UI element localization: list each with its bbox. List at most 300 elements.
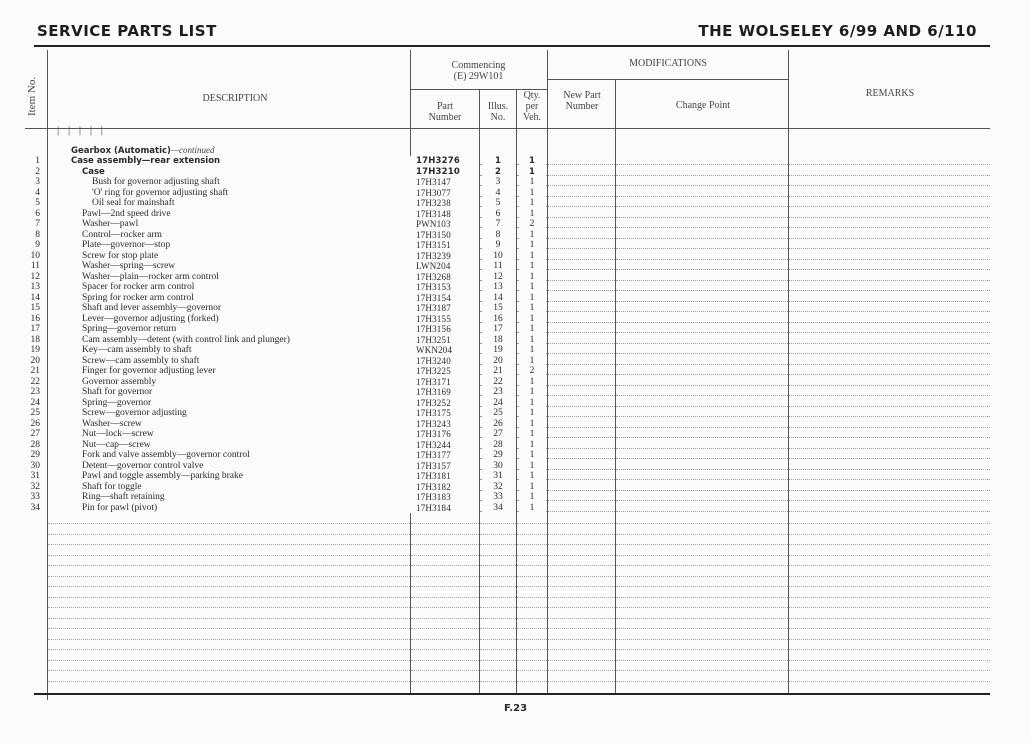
part-number: 17H3276 (416, 156, 478, 167)
blank-row-line (548, 565, 615, 566)
quantity: 1 (520, 177, 546, 188)
part-number: 17H3156 (416, 324, 478, 335)
dotted-leader (616, 500, 788, 501)
quantity: 1 (520, 324, 546, 335)
blank-row-line (48, 670, 410, 671)
qty-header: Qty. per Veh. (522, 90, 542, 123)
blank-row-line (48, 639, 410, 640)
blank-row-line (411, 681, 479, 682)
blank-row-line (548, 628, 615, 629)
table-row (0, 177, 1000, 188)
dotted-leader (548, 374, 615, 375)
blank-row-line (517, 586, 547, 587)
item-number: 8 (30, 230, 42, 241)
part-number: 17H3153 (416, 282, 478, 293)
blank-row-line (411, 565, 479, 566)
header-rule (34, 45, 990, 47)
dotted-leader (789, 175, 990, 176)
illus-number: 14 (482, 293, 516, 304)
part-description: Oil seal for mainshaft (92, 198, 434, 209)
illus-number: 1 (482, 156, 516, 167)
part-number: 17H3148 (416, 209, 478, 220)
part-number: 17H3238 (416, 198, 478, 209)
commencing-sub-header: (E) 29W101 (453, 71, 504, 82)
blank-row-line (616, 555, 788, 556)
quantity: 2 (520, 219, 546, 230)
blank-row-line (480, 544, 516, 545)
part-description: Pawl and toggle assembly—parking brake (82, 471, 424, 482)
illus-number: 30 (482, 461, 516, 472)
dotted-leader (548, 448, 615, 449)
blank-row-line (480, 576, 516, 577)
blank-row-line (548, 523, 615, 524)
part-number: 17H3251 (416, 335, 478, 346)
blank-row-line (517, 534, 547, 535)
part-description: Finger for governor adjusting lever (82, 366, 424, 377)
quantity: 1 (520, 492, 546, 503)
item-number: 28 (30, 439, 40, 450)
dotted-leader (789, 416, 990, 417)
blank-row-line (548, 586, 615, 587)
blank-row-line (411, 628, 479, 629)
part-description: Fork and valve assembly—governor control (82, 450, 424, 461)
illus-number: 33 (482, 492, 516, 503)
dotted-leader (616, 248, 788, 249)
dotted-leader (789, 185, 990, 186)
blank-row-line (789, 660, 990, 661)
modifications-header: MODIFICATIONS (629, 58, 707, 69)
blank-row-line (480, 670, 516, 671)
dotted-leader (789, 458, 990, 459)
item-number: 18 (30, 334, 40, 345)
dotted-leader (789, 248, 990, 249)
part-number: 17H3147 (416, 177, 478, 188)
table-row (0, 408, 1000, 419)
blank-row-line (480, 607, 516, 608)
blank-row-line (548, 639, 615, 640)
dotted-leader (616, 343, 788, 344)
blank-row-line (480, 628, 516, 629)
blank-row-line (411, 660, 479, 661)
blank-row-line (789, 639, 990, 640)
illus-number: 15 (482, 303, 516, 314)
part-number: 17H3169 (416, 387, 478, 398)
dotted-leader (616, 290, 788, 291)
blank-row-line (548, 534, 615, 535)
part-description: Washer—plain—rocker arm control (82, 272, 424, 283)
blank-row-line (411, 586, 479, 587)
section-title (71, 145, 214, 156)
header-bottom-rule (25, 128, 990, 129)
dotted-leader (616, 311, 788, 312)
dotted-leader (789, 227, 990, 228)
part-number: 17H3177 (416, 450, 478, 461)
dotted-leader (548, 427, 615, 428)
dotted-leader (548, 280, 615, 281)
table-row (0, 366, 1000, 377)
part-description: Ring—shaft retaining (82, 492, 424, 503)
dotted-leader (548, 227, 615, 228)
dotted-leader (548, 322, 615, 323)
blank-row-line (48, 607, 410, 608)
part-number: 17H3175 (416, 408, 478, 419)
part-description: Nut—lock—screw (82, 429, 424, 440)
quantity: 1 (520, 261, 546, 272)
item-number: 2 (30, 167, 42, 178)
illus-number: 12 (482, 272, 516, 283)
part-description: Lever—governor adjusting (forked) (82, 314, 424, 325)
dotted-leader (789, 448, 990, 449)
item-number: 5 (30, 198, 42, 209)
illus-number: 28 (482, 440, 516, 451)
quantity: 1 (520, 335, 546, 346)
quantity: 1 (520, 356, 546, 367)
quantity: 1 (520, 377, 546, 388)
dotted-leader (789, 469, 990, 470)
quantity: 1 (520, 450, 546, 461)
part-number: 17H3225 (416, 366, 478, 377)
dotted-leader (616, 427, 788, 428)
quantity: 1 (520, 461, 546, 472)
part-number: 17H3154 (416, 293, 478, 304)
dotted-leader (548, 353, 615, 354)
blank-row-line (789, 555, 990, 556)
blank-row-line (789, 597, 990, 598)
table-row (0, 387, 1000, 398)
blank-row-line (48, 649, 410, 650)
part-number: 17H3184 (416, 503, 478, 514)
quantity: 1 (520, 282, 546, 293)
item-number: 9 (30, 240, 42, 251)
blank-row-line (411, 618, 479, 619)
blank-row-line (517, 670, 547, 671)
illus-number: 22 (482, 377, 516, 388)
dotted-leader (789, 437, 990, 438)
table-row (0, 303, 1000, 314)
blank-row-line (48, 544, 410, 545)
dotted-leader (789, 353, 990, 354)
blank-row-line (616, 586, 788, 587)
blank-row-line (48, 534, 410, 535)
part-description: Shaft for toggle (82, 482, 424, 493)
quantity: 1 (520, 419, 546, 430)
dotted-leader (616, 206, 788, 207)
blank-row-line (48, 523, 410, 524)
part-description: 'O' ring for governor adjusting shaft (92, 188, 434, 199)
dotted-leader (616, 511, 788, 512)
table-row (0, 261, 1000, 272)
illus-number: 3 (482, 177, 516, 188)
dotted-leader (548, 185, 615, 186)
dotted-leader (548, 469, 615, 470)
dotted-leader (616, 458, 788, 459)
item-number: 12 (30, 271, 40, 282)
table-row (0, 156, 1000, 167)
blank-row-line (789, 534, 990, 535)
blank-row-line (789, 628, 990, 629)
dotted-leader (789, 196, 990, 197)
item-number: 3 (30, 177, 42, 188)
quantity: 1 (520, 251, 546, 262)
dotted-leader (616, 196, 788, 197)
table-row (0, 324, 1000, 335)
illus-number: 27 (482, 429, 516, 440)
blank-row-line (411, 534, 479, 535)
blank-row-line (411, 607, 479, 608)
blank-row-line (411, 670, 479, 671)
blank-row-line (48, 618, 410, 619)
illus-number: 5 (482, 198, 516, 209)
table-row (0, 398, 1000, 409)
blank-row-line (48, 597, 410, 598)
dotted-leader (548, 217, 615, 218)
dotted-leader (616, 185, 788, 186)
dotted-leader (789, 301, 990, 302)
blank-row-line (480, 534, 516, 535)
blank-row-line (616, 523, 788, 524)
dotted-leader (548, 175, 615, 176)
dotted-leader (616, 322, 788, 323)
item-number: 23 (30, 387, 40, 397)
part-number: 17H3171 (416, 377, 478, 388)
part-number: 17H3077 (416, 188, 478, 199)
blank-row-line (616, 597, 788, 598)
dotted-leader (548, 343, 615, 344)
part-description: Pawl—2nd speed drive (82, 209, 424, 220)
blank-row-line (616, 576, 788, 577)
part-description: Control—rocker arm (82, 230, 424, 241)
table-row (0, 167, 1000, 178)
dotted-leader (548, 385, 615, 386)
dotted-leader (548, 290, 615, 291)
part-description: Detent—governor control valve (82, 461, 424, 472)
part-number: 17H3182 (416, 482, 478, 493)
blank-row-line (517, 681, 547, 682)
illus-number: 13 (482, 282, 516, 293)
part-number: 17H3183 (416, 492, 478, 503)
dotted-leader (548, 437, 615, 438)
blank-row-line (616, 628, 788, 629)
illus-number: 34 (482, 503, 516, 514)
modifications-rule (548, 79, 788, 80)
blank-row-line (548, 544, 615, 545)
dotted-leader (789, 259, 990, 260)
item-number: 10 (30, 250, 40, 261)
footer-rule (34, 693, 990, 695)
table-row (0, 419, 1000, 430)
blank-row-line (480, 555, 516, 556)
dotted-leader (616, 227, 788, 228)
blank-row-line (789, 670, 990, 671)
blank-row-line (517, 555, 547, 556)
blank-row-line (548, 597, 615, 598)
item-number: 13 (30, 282, 40, 292)
dotted-leader (616, 395, 788, 396)
blank-row-line (480, 649, 516, 650)
quantity: 1 (520, 167, 546, 178)
dotted-leader (548, 511, 615, 512)
blank-row-line (789, 523, 990, 524)
item-number: 34 (30, 502, 40, 513)
dotted-leader (616, 301, 788, 302)
illus-number: 32 (482, 482, 516, 493)
item-number: 33 (30, 492, 40, 502)
blank-row-line (411, 639, 479, 640)
part-number-header: Part Number (428, 101, 462, 123)
dotted-leader (548, 364, 615, 365)
blank-row-line (480, 523, 516, 524)
part-description: Spacer for rocker arm control (82, 282, 424, 293)
illus-number: 18 (482, 335, 516, 346)
item-number: 21 (30, 366, 40, 376)
table-row (0, 377, 1000, 388)
quantity: 1 (520, 303, 546, 314)
table-row (0, 335, 1000, 346)
blank-row-line (789, 649, 990, 650)
part-description: Key—cam assembly to shaft (82, 345, 424, 356)
dotted-leader (616, 385, 788, 386)
dotted-leader (789, 269, 990, 270)
illus-number: 7 (482, 219, 516, 230)
illus-number: 10 (482, 251, 516, 262)
dotted-leader (548, 500, 615, 501)
table-row (0, 272, 1000, 283)
item-no-header: Item No. (26, 76, 38, 116)
illus-number: 31 (482, 471, 516, 482)
table-row (0, 429, 1000, 440)
item-number: 6 (30, 209, 42, 220)
quantity: 1 (520, 345, 546, 356)
table-row (0, 230, 1000, 241)
quantity: 1 (520, 503, 546, 514)
part-number: WKN204 (416, 345, 478, 356)
blank-row-line (480, 660, 516, 661)
dotted-leader (616, 437, 788, 438)
item-number: 14 (30, 292, 40, 303)
dotted-leader (789, 206, 990, 207)
blank-row-line (517, 565, 547, 566)
blank-row-line (517, 544, 547, 545)
illus-no-header: Illus. No. (487, 101, 509, 123)
blank-row-line (517, 649, 547, 650)
dotted-leader (548, 206, 615, 207)
blank-row-line (548, 555, 615, 556)
illus-number: 4 (482, 188, 516, 199)
item-number: 17 (30, 324, 40, 334)
part-description: Plate—governor—stop (82, 240, 424, 251)
blank-row-line (480, 681, 516, 682)
dotted-leader (616, 217, 788, 218)
blank-row-line (789, 618, 990, 619)
quantity: 1 (520, 188, 546, 199)
commencing-rule (411, 89, 547, 90)
quantity: 1 (520, 156, 546, 167)
table-row (0, 219, 1000, 230)
dotted-leader (789, 238, 990, 239)
table-row (0, 461, 1000, 472)
dotted-leader (789, 311, 990, 312)
dotted-leader (616, 469, 788, 470)
blank-row-line (411, 597, 479, 598)
dotted-leader (616, 280, 788, 281)
part-description: Spring—governor (82, 398, 424, 409)
table-row (0, 251, 1000, 262)
dotted-leader (616, 175, 788, 176)
dotted-leader (548, 269, 615, 270)
blank-row-line (548, 670, 615, 671)
illus-number: 2 (482, 167, 516, 178)
blank-row-line (616, 681, 788, 682)
item-number: 29 (30, 450, 40, 460)
part-number: 17H3181 (416, 471, 478, 482)
blank-row-line (480, 597, 516, 598)
blank-row-line (411, 576, 479, 577)
part-description: Governor assembly (82, 377, 424, 388)
dotted-leader (789, 322, 990, 323)
item-number: 15 (30, 303, 40, 313)
part-description: Nut—cap—screw (82, 440, 424, 451)
blank-row-line (48, 586, 410, 587)
page-header-right: THE WOLSELEY 6/99 AND 6/110 (698, 22, 977, 40)
part-description: Washer—screw (82, 419, 424, 430)
table-row (0, 314, 1000, 325)
part-description: Bush for governor adjusting shaft (92, 177, 434, 188)
dotted-leader (548, 406, 615, 407)
part-number: 17H3240 (416, 356, 478, 367)
table-row (0, 198, 1000, 209)
dotted-leader (789, 500, 990, 501)
illus-number: 29 (482, 450, 516, 461)
indent-marks: | | | | | (57, 124, 107, 136)
dotted-leader (548, 490, 615, 491)
description-header: DESCRIPTION (202, 93, 268, 104)
dotted-leader (616, 374, 788, 375)
blank-row-line (48, 576, 410, 577)
part-description: Case (82, 167, 424, 178)
illus-number: 23 (482, 387, 516, 398)
page-number: F.23 (503, 703, 528, 714)
dotted-leader (789, 217, 990, 218)
dotted-leader (789, 427, 990, 428)
table-row (0, 188, 1000, 199)
quantity: 1 (520, 230, 546, 241)
item-number: 7 (30, 219, 42, 230)
blank-row-line (480, 618, 516, 619)
blank-row-line (616, 565, 788, 566)
part-description: Shaft for governor (82, 387, 424, 398)
illus-number: 8 (482, 230, 516, 241)
quantity: 1 (520, 429, 546, 440)
part-description: Washer—pawl (82, 219, 424, 230)
item-number: 20 (30, 355, 40, 366)
dotted-leader (789, 343, 990, 344)
item-number: 25 (30, 408, 40, 418)
section-title-suffix: —continued (170, 145, 215, 155)
quantity: 1 (520, 209, 546, 220)
blank-row-line (517, 660, 547, 661)
blank-row-line (411, 523, 479, 524)
part-description: Pin for pawl (pivot) (82, 503, 424, 514)
dotted-leader (789, 490, 990, 491)
dotted-leader (616, 448, 788, 449)
part-description: Case assembly—rear extension (71, 156, 413, 167)
dotted-leader (616, 416, 788, 417)
blank-row-line (48, 555, 410, 556)
dotted-leader (616, 259, 788, 260)
blank-row-line (789, 565, 990, 566)
item-number: 16 (30, 313, 40, 324)
table-row (0, 356, 1000, 367)
